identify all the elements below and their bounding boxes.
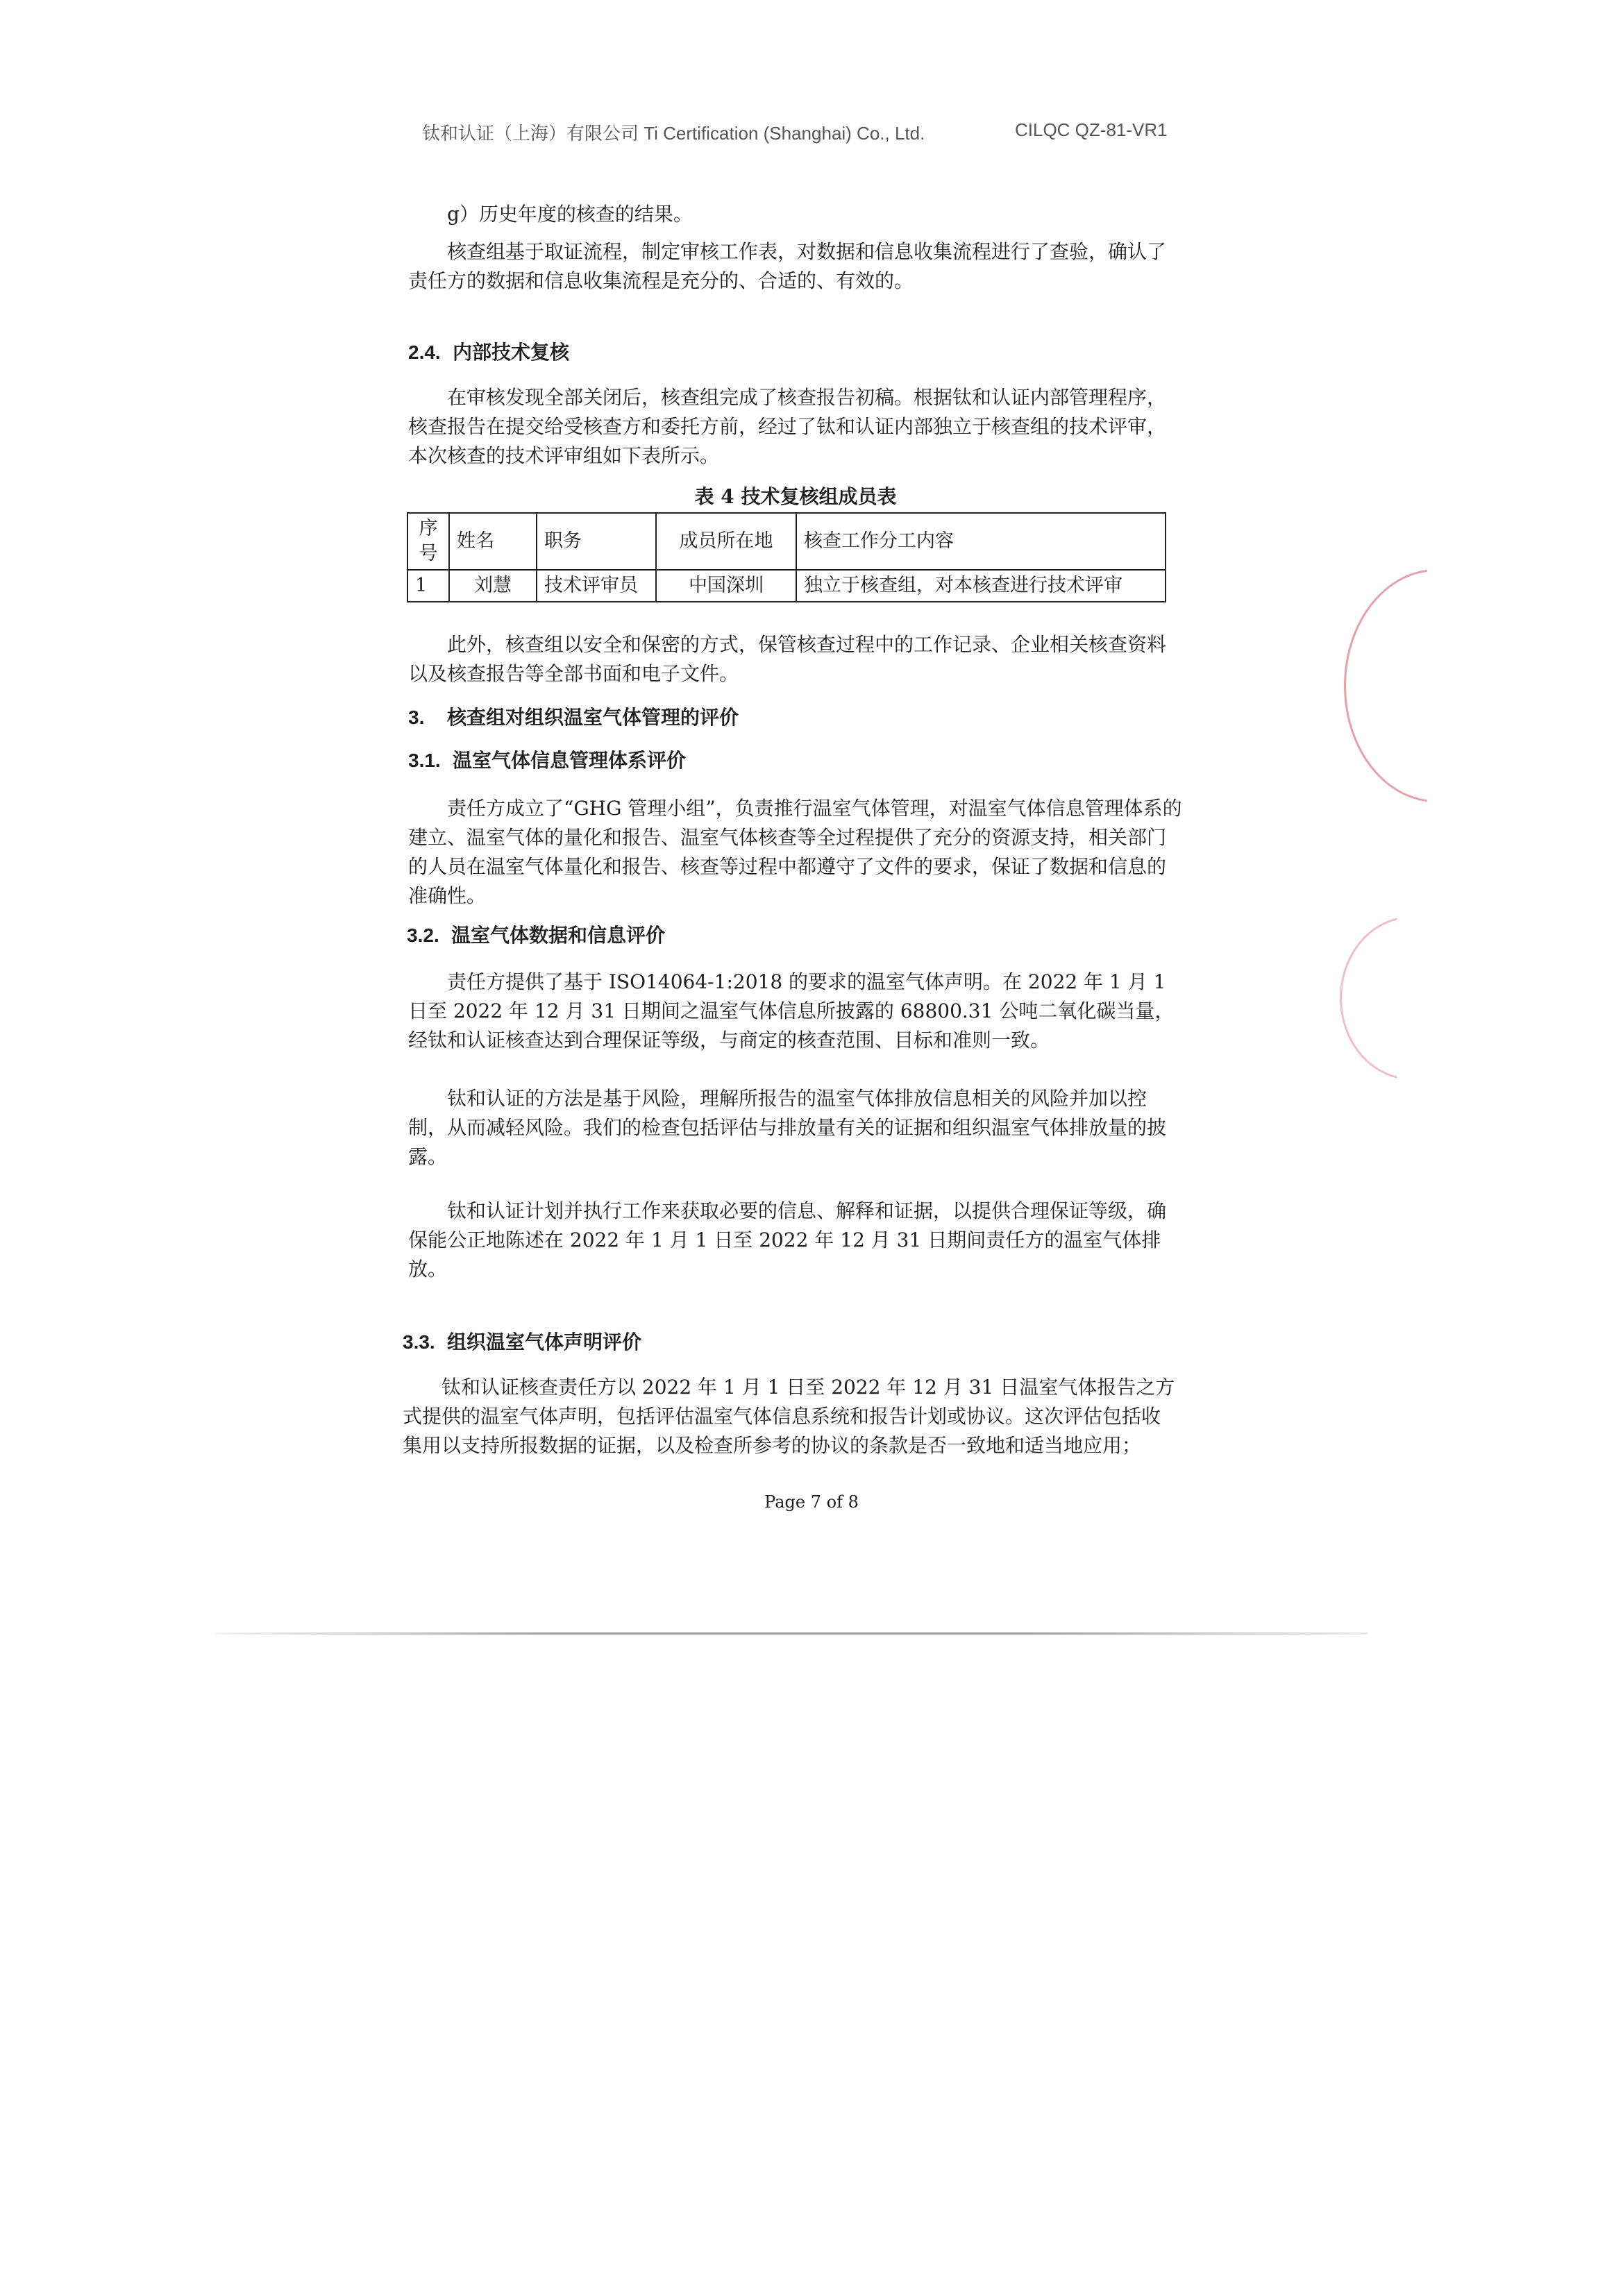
page-number: Page 7 of 8: [764, 1492, 859, 1512]
after-table-paragraph: 此外，核查组以安全和保密的方式，保管核查过程中的工作记录、企业相关核查资料以及核查报告等全部书面和电子文件。: [408, 633, 1167, 685]
section-3-3-paragraph: 钛和认证核查责任方以 2022 年 1 月 1 日至 2022 年 12 月 31 日温室气体报告之方式提供的温室气体声明，包括评估温室气体信息系统和报告计划或协议。这次评估包括收集用以支持所报数据的证据，以及检查所参考的协议的条款是否一致地和适当地应用；: [403, 1376, 1175, 1457]
col-header-duty: 核查工作分工内容: [796, 513, 1166, 570]
cell-index: 1: [407, 570, 449, 602]
header-doc-code: CILQC QZ-81-VR1: [1015, 119, 1168, 140]
table-row: [407, 570, 1166, 602]
section-3-heading: 3. 核查组对组织温室气体管理的评价: [408, 707, 739, 728]
header-company: 钛和认证（上海）有限公司 Ti Certification (Shanghai) Co., Ltd.: [422, 123, 925, 144]
section-3-2-paragraph-1: 责任方提供了基于 ISO14064-1:2018 的要求的温室气体声明。在 2022 年 1 月 1 日至 2022 年 12 月 31 日期间之温室气体信息所披露的 68800.31 公吨二氧化碳当量，经钛和认证核查达到合理保证等级，与商定的核查范围、目标和准则一致。: [408, 970, 1175, 1052]
section-3-2-paragraph-3: 钛和认证计划并执行工作来获取必要的信息、解释和证据，以提供合理保证等级，确保能公正地陈述在 2022 年 1 月 1 日至 2022 年 12 月 31 日期间责任方的温室气体排放。: [408, 1199, 1167, 1281]
section-3-1-heading: 3.1. 温室气体信息管理体系评价: [408, 750, 687, 771]
section-3-2-paragraph-2: 钛和认证的方法是基于风险，理解所报告的温室气体排放信息相关的风险并加以控制，从而减轻风险。我们的检查包括评估与排放量有关的证据和组织温室气体排放量的披露。: [408, 1087, 1167, 1168]
col-header-index: 序号: [407, 513, 449, 570]
cell-duty: 独立于核查组，对本核查进行技术评审: [796, 570, 1166, 602]
table4-caption: 表 4 技术复核组成员表: [694, 485, 897, 508]
col-header-location: 成员所在地: [656, 513, 796, 570]
table-header-row: [407, 513, 1166, 570]
section-3-2-heading: 3.2. 温室气体数据和信息评价: [407, 925, 666, 946]
seal-stamp-icon: [1344, 569, 1529, 802]
cell-name: 刘慧: [449, 570, 537, 602]
col-header-name: 姓名: [449, 513, 537, 570]
cell-role: 技术评审员: [537, 570, 656, 602]
page-edge-divider: [215, 1632, 1368, 1635]
cell-location: 中国深圳: [656, 570, 796, 602]
section-3-3-heading: 3.3. 组织温室气体声明评价: [403, 1331, 642, 1353]
seal-stamp-icon: [1340, 916, 1483, 1080]
intro-line-g: g）历史年度的核查的结果。: [447, 203, 693, 226]
intro-paragraph: 核查组基于取证流程，制定审核工作表，对数据和信息收集流程进行了查验，确认了责任方的数据和信息收集流程是充分的、合适的、有效的。: [408, 240, 1167, 292]
section-2-4-heading: 2.4. 内部技术复核: [408, 341, 570, 363]
col-header-role: 职务: [537, 513, 656, 570]
section-3-1-paragraph: 责任方成立了“GHG 管理小组”，负责推行温室气体管理，对温室气体信息管理体系的建立、温室气体的量化和报告、温室气体核查等全过程提供了充分的资源支持，相关部门的人员在温室气体量化和报告、核查等过程中都遵守了文件的要求，保证了数据和信息的准确性。: [408, 797, 1182, 907]
table4: [407, 512, 1166, 602]
section-2-4-paragraph: 在审核发现全部关闭后，核查组完成了核查报告初稿。根据钛和认证内部管理程序，核查报告在提交给受核查方和委托方前，经过了钛和认证内部独立于核查组的技术评审，本次核查的技术评审组如下表所示。: [408, 386, 1167, 467]
